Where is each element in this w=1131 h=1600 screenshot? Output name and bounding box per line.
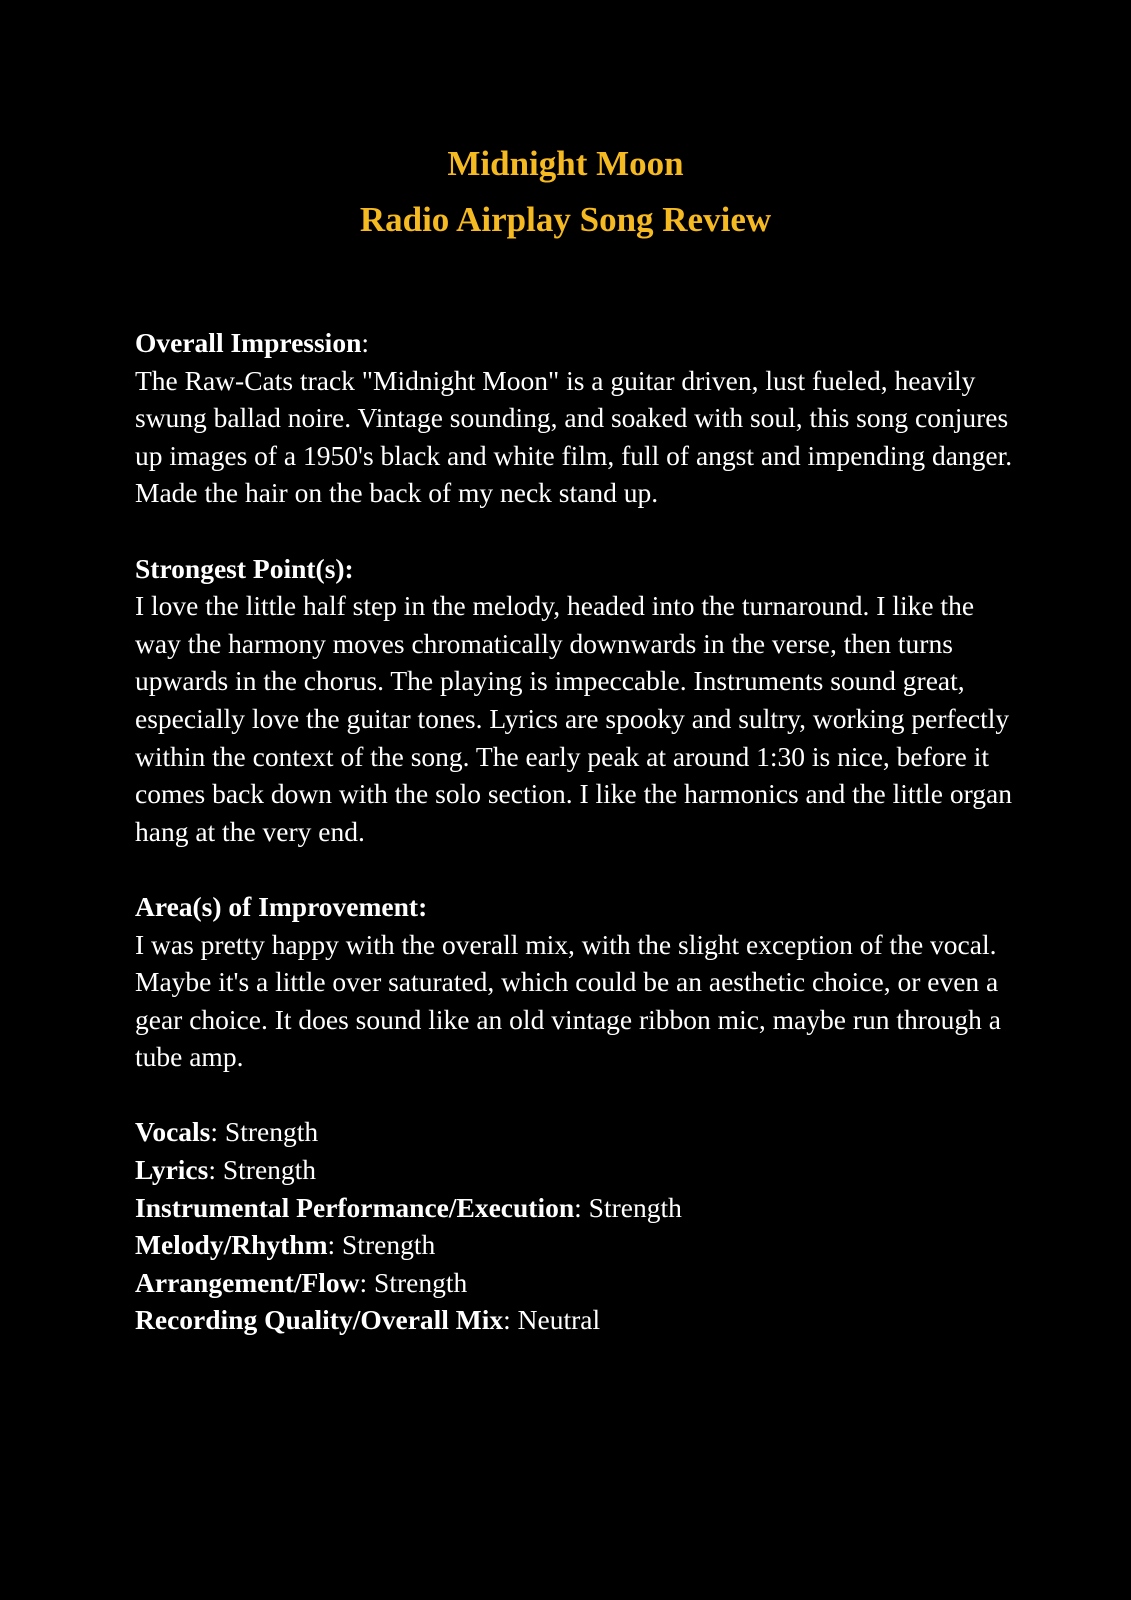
- section-overall-impression: [135, 324, 1015, 512]
- rating-vocals: [135, 1113, 1015, 1151]
- rating-value: : Strength: [210, 1116, 319, 1148]
- title-song-name: Midnight Moon: [447, 144, 684, 183]
- areas-of-improvement-heading: Area(s) of Improvement:: [135, 890, 428, 922]
- overall-impression-colon: :: [361, 327, 370, 358]
- rating-label: Melody/Rhythm: [135, 1229, 328, 1261]
- rating-recording-quality: [135, 1301, 1015, 1339]
- overall-impression-body: The Raw-Cats track "Midnight Moon" is a guitar driven, lust fueled, heavily swung ballad noire. Vintage sounding, and soaked with soul, this song conjures up images of a 1950's black and white film, full of angst and impending danger. Made the hair on the back of my neck stand up.: [135, 364, 1013, 509]
- rating-lyrics: [135, 1151, 1015, 1189]
- rating-value: : Strength: [208, 1154, 317, 1186]
- rating-label: Instrumental Performance/Execution: [135, 1191, 575, 1223]
- title-review-type: Radio Airplay Song Review: [359, 200, 772, 239]
- rating-arrangement-flow: [135, 1264, 1015, 1302]
- page-title: [0, 136, 1131, 248]
- ratings-list: [135, 1113, 1015, 1339]
- rating-label: Vocals: [135, 1116, 211, 1148]
- overall-impression-heading-text: Overall Impression: [135, 327, 362, 358]
- strongest-points-heading: Strongest Point(s):: [135, 552, 354, 584]
- rating-value: : Neutral: [503, 1304, 601, 1336]
- rating-label: Lyrics: [135, 1154, 209, 1186]
- section-strongest-points: [135, 550, 1015, 851]
- rating-label: Recording Quality/Overall Mix: [135, 1304, 504, 1336]
- areas-of-improvement-body: I was pretty happy with the overall mix, with the slight exception of the vocal. Maybe it's a little over saturated, which could be an aesthetic choice, or even a gear choice. It does sound like an old vintage ribbon mic, maybe run through a tube amp.: [135, 928, 1002, 1073]
- rating-value: : Strength: [327, 1229, 436, 1261]
- rating-value: : Strength: [574, 1191, 682, 1223]
- rating-value: : Strength: [359, 1266, 468, 1298]
- review-content: [135, 324, 1015, 1339]
- rating-instrumental-performance: [135, 1189, 1015, 1227]
- overall-impression-heading: [135, 324, 1015, 362]
- section-areas-of-improvement: [135, 888, 1015, 1076]
- rating-label: Arrangement/Flow: [135, 1266, 360, 1298]
- strongest-points-body: I love the little half step in the melody, headed into the turnaround. I like the way the harmony moves chromatically downwards in the verse, then turns upwards in the chorus. The playing is impeccable. Instruments sound great, especially love the guitar tones. Lyrics are spooky and sultry, working perfectly within the context of the song. The early peak at around 1:30 is nice, before it comes back down with the solo section. I like the harmonics and the little organ hang at the very end.: [135, 590, 1012, 847]
- rating-melody-rhythm: [135, 1226, 1015, 1264]
